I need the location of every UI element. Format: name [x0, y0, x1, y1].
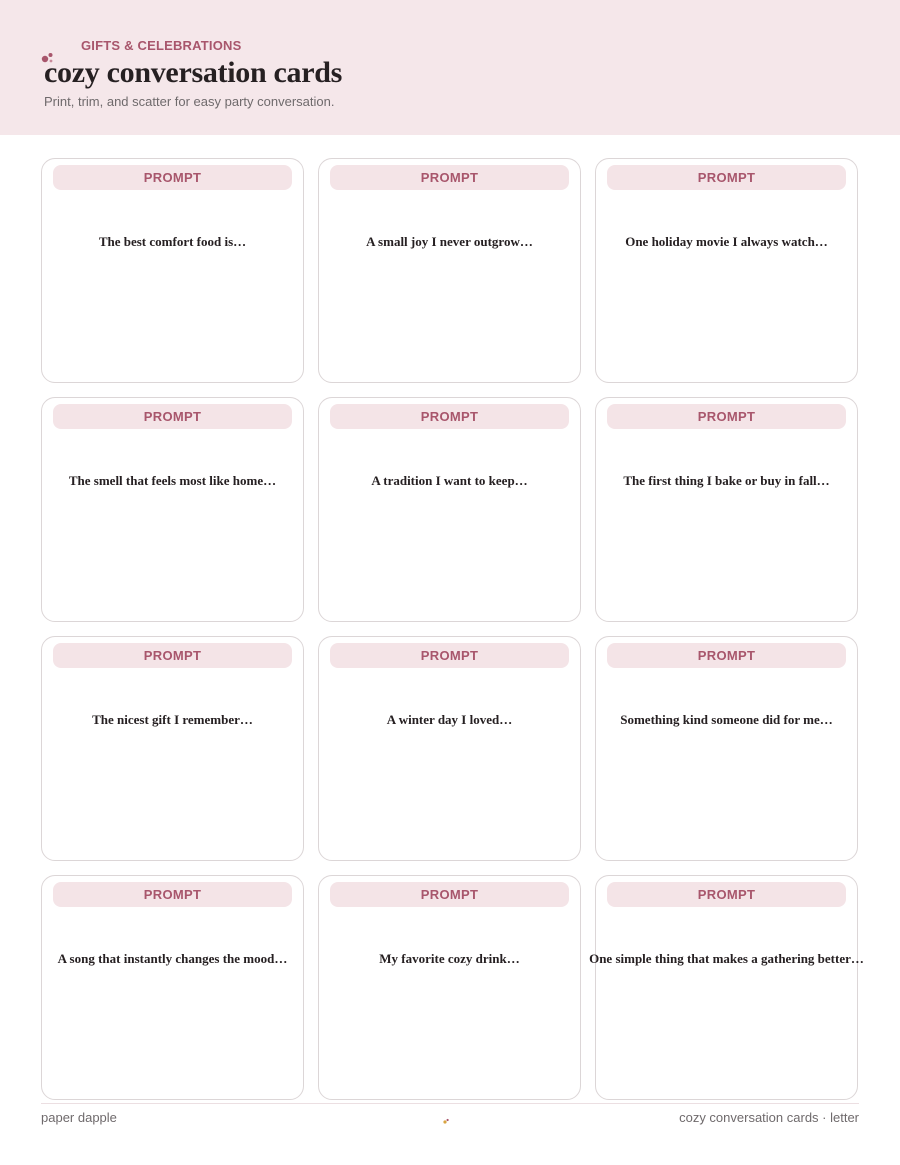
card-prompt: A winter day I loved… [386, 712, 513, 727]
card-prompt: The first thing I bake or buy in fall… [623, 473, 830, 488]
prompt-card [41, 636, 304, 861]
page-header [0, 0, 900, 135]
card-label: PROMPT [607, 882, 846, 907]
card-prompt: The best comfort food is… [98, 234, 247, 249]
card-prompt: A song that instantly changes the mood… [57, 951, 288, 966]
card-label: PROMPT [330, 165, 569, 190]
card-prompt: Something kind someone did for me… [620, 712, 833, 727]
card-prompt: One simple thing that makes a gathering better… [589, 951, 864, 966]
prompt-card [595, 158, 858, 383]
card-label: PROMPT [53, 165, 292, 190]
prompt-card [41, 158, 304, 383]
prompt-card [318, 636, 581, 861]
category-eyebrow: GIFTS & CELEBRATIONS [81, 38, 242, 53]
prompt-card [318, 397, 581, 622]
card-label: PROMPT [53, 404, 292, 429]
prompt-card [595, 636, 858, 861]
card-label: PROMPT [330, 404, 569, 429]
dots-mark-icon [442, 1117, 450, 1125]
card-label: PROMPT [330, 882, 569, 907]
footer-brand: paper dapple [41, 1110, 117, 1125]
page-title: cozy conversation cards [44, 56, 343, 89]
card-prompt: A tradition I want to keep… [371, 473, 528, 488]
card-prompt: My favorite cozy drink… [379, 951, 520, 966]
prompt-card [595, 397, 858, 622]
card-prompt: The smell that feels most like home… [68, 473, 277, 488]
card-prompt: The nicest gift I remember… [92, 712, 253, 727]
prompt-card [318, 158, 581, 383]
card-label: PROMPT [53, 882, 292, 907]
card-label: PROMPT [607, 643, 846, 668]
card-prompt: One holiday movie I always watch… [625, 234, 828, 249]
card-label: PROMPT [53, 643, 292, 668]
cards-grid [41, 158, 864, 1100]
prompt-card [589, 875, 864, 1100]
page-subtitle: Print, trim, and scatter for easy party conversation. [44, 94, 335, 109]
card-label: PROMPT [607, 165, 846, 190]
prompt-card [41, 397, 304, 622]
footer-divider [41, 1103, 859, 1104]
card-prompt: A small joy I never outgrow… [366, 234, 533, 249]
prompt-card [318, 875, 581, 1100]
card-label: PROMPT [330, 643, 569, 668]
prompt-card [41, 875, 304, 1100]
card-label: PROMPT [607, 404, 846, 429]
footer-doc-info: cozy conversation cards · letter [679, 1110, 859, 1125]
